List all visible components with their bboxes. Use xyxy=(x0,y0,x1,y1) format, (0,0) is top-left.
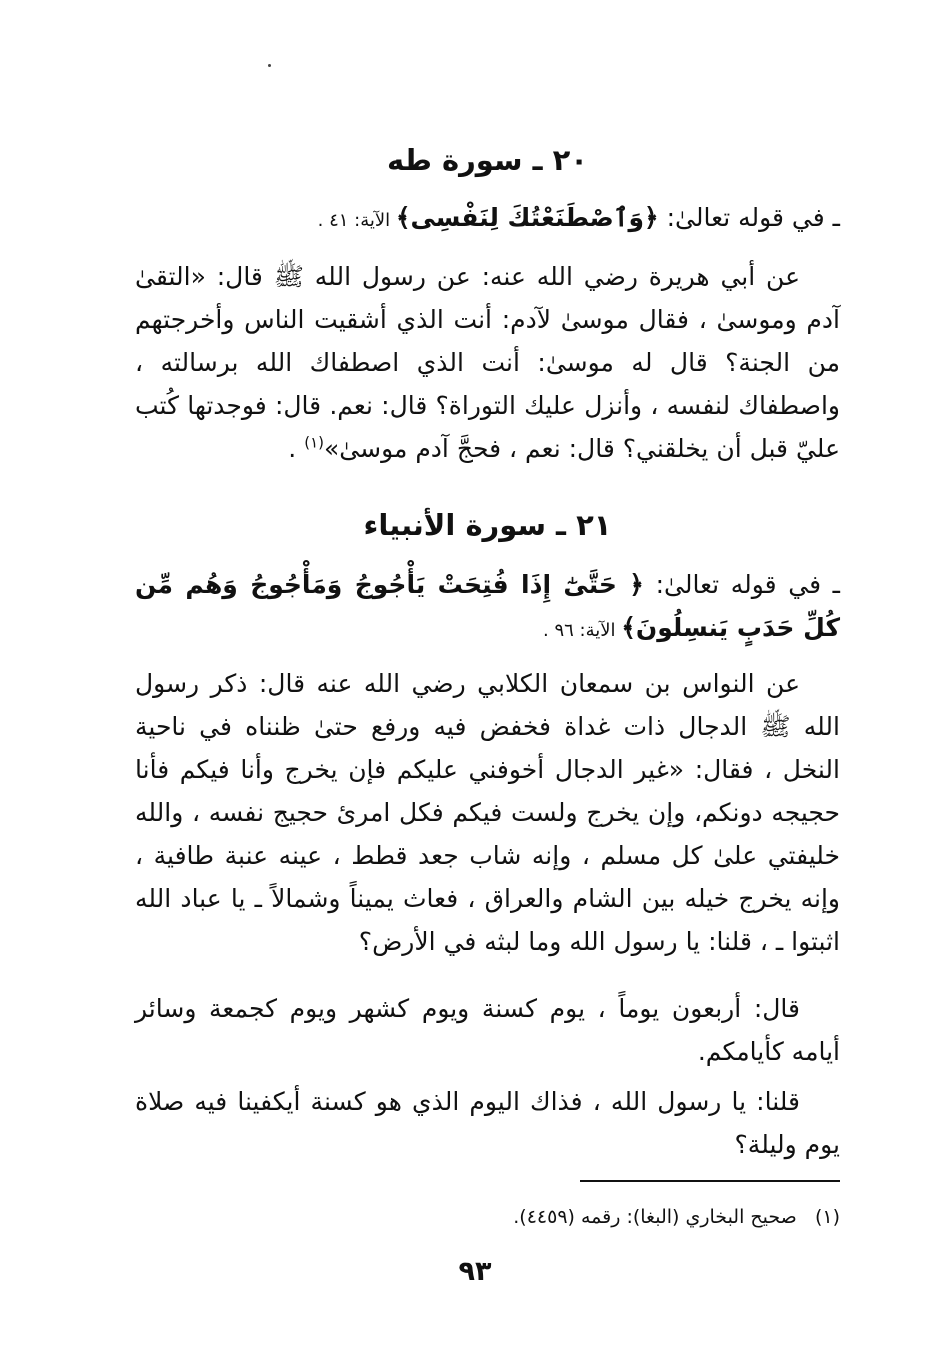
paragraph-end: . xyxy=(288,434,305,463)
hadith-paragraph-adam-musa xyxy=(135,255,840,470)
verse-intro: ـ في قوله تعالىٰ: xyxy=(643,570,840,599)
footnote xyxy=(135,1200,840,1234)
verse-reference: الآية: ٤١ . xyxy=(317,210,396,231)
footnote-marker: (١) xyxy=(304,433,324,452)
speck-mark xyxy=(268,64,271,67)
verse-line-taha xyxy=(135,196,840,242)
footnote-separator xyxy=(580,1180,840,1182)
section-heading-taha: ٢٠ ـ سورة طه xyxy=(386,143,589,177)
hadith-paragraph-forty-days: قال: أربعون يوماً ، يوم كسنة ويوم كشهر ويوم كجمعة وسائر أيامه كأيامكم. xyxy=(135,994,840,1066)
verse-line-anbiya xyxy=(135,563,840,652)
quran-verse: ﴿وَٱصْطَنَعْتُكَ لِنَفْسِى﴾ xyxy=(395,203,659,232)
footnote-number: (١) xyxy=(814,1206,840,1228)
section-heading-anbiya: ٢١ ـ سورة الأنبياء xyxy=(363,508,612,542)
paragraph-text: عن أبي هريرة رضي الله عنه: عن رسول الله ﷺ قال: «التقىٰ آدم وموسىٰ ، فقال موسىٰ لآدم: أنت الذي أشقيت الناس وأخرجتهم من الجنة؟ قال له موسىٰ: أنت الذي اصطفاك الله برسالته ، واصطفاك لنفسه ، وأنزل عليك التوراة؟ قال: نعم. قال: فوجدتها كُتب عليّ قبل أن يخلقني؟ قال: نعم ، فحجَّ آدم موسىٰ» xyxy=(135,262,840,463)
hadith-paragraph-prayer-question: قلنا: يا رسول الله ، فذاك اليوم الذي هو كسنة أيكفينا فيه صلاة يوم وليلة؟ xyxy=(135,1087,840,1159)
verse-intro: ـ في قوله تعالىٰ: xyxy=(658,203,840,232)
hadith-paragraph-dajjal: عن النواس بن سمعان الكلابي رضي الله عنه قال: ذكر رسول الله ﷺ الدجال ذات غداة فخفض فيه ورفع حتىٰ ظنناه في ناحية النخل ، فقال: «غير الدجال أخوفني عليكم فإن يخرج وأنا فيكم فأنا حجيجه دونكم، وإن يخرج ولست فيكم فكل امرئ حجيج نفسه ، والله خليفتي علىٰ كل مسلم ، وإنه شاب جعد قطط ، عينه عنبة طافية ، وإنه يخرج خيله بين الشام والعراق ، فعاث يميناً وشمالاً ـ يا عباد الله اثبتوا ـ ، قلنا: يا رسول الله وما لبثه في الأرض؟ xyxy=(135,669,840,956)
footnote-text: صحيح البخاري (البغا): رقمه (٤٤٥٩). xyxy=(513,1206,797,1228)
page-number: ٩٣ xyxy=(458,1256,492,1287)
verse-reference: الآية: ٩٦ . xyxy=(543,620,622,641)
quran-verse: ﴿ حَتَّىٰٓ إِذَا فُتِحَتْ يَأْجُوجُ وَمَأْجُوجُ وَهُم مِّن كُلِّ حَدَبٍ يَنسِلُونَ﴾ xyxy=(135,570,840,642)
